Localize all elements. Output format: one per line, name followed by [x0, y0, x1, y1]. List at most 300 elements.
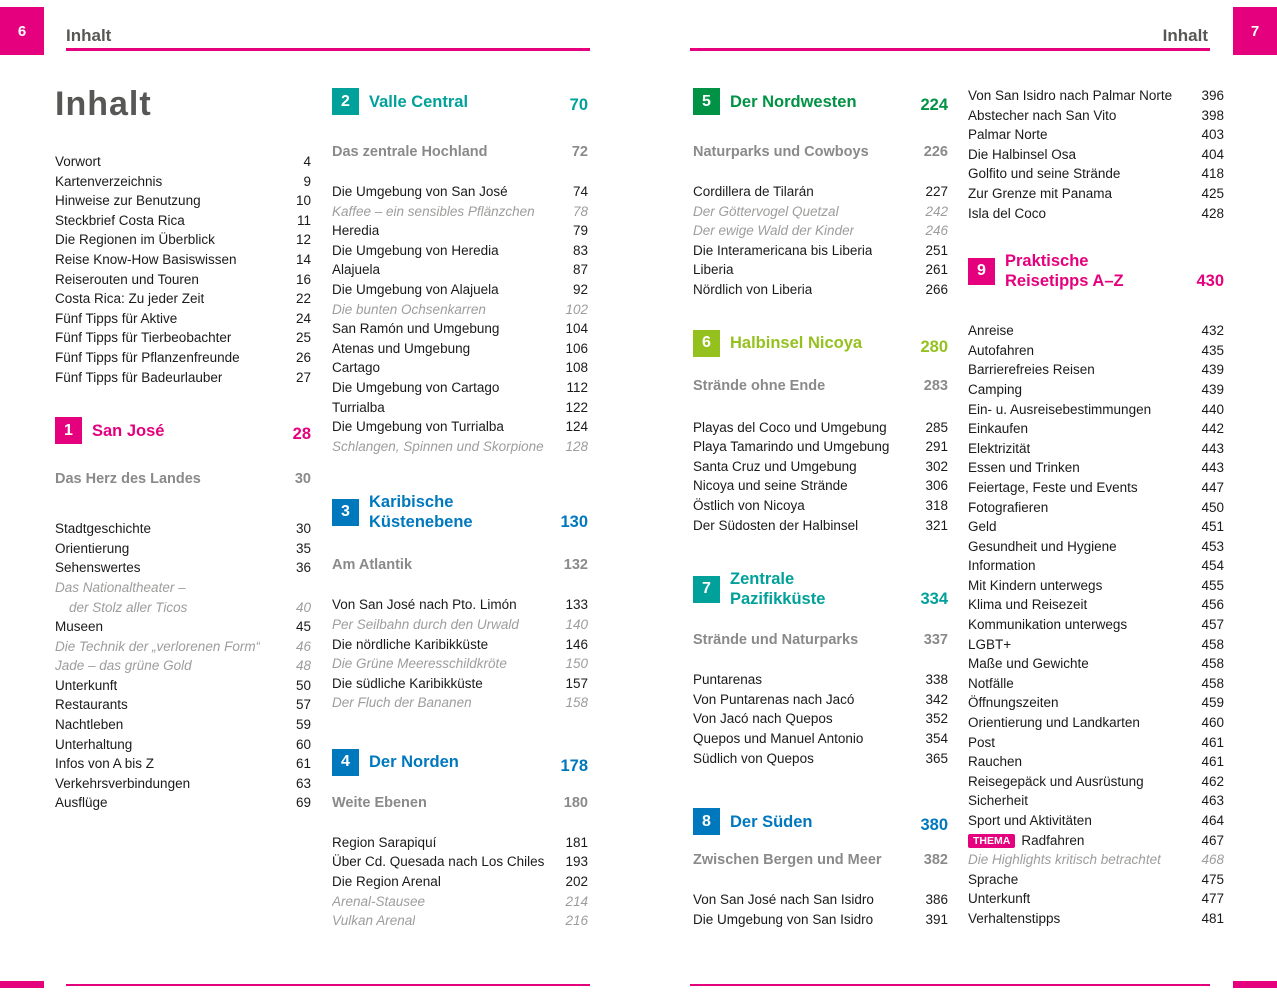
toc-entry	[693, 260, 948, 280]
toc-entry	[968, 321, 1224, 341]
toc-entry-label: Einkaufen	[968, 421, 1029, 437]
toc-entry-label: Von San José nach San Isidro	[693, 892, 874, 908]
toc-entry-page: 318	[925, 497, 948, 513]
toc-entry-label: Das Nationaltheater –	[55, 579, 186, 595]
spacer	[693, 870, 948, 890]
chapter-number-badge: 8	[693, 808, 720, 835]
toc-entry-label: Unterhaltung	[55, 736, 133, 752]
toc-entry	[968, 184, 1224, 204]
chapter-subtitle-label: Strände und Naturparks	[693, 632, 859, 649]
toc-entry	[968, 498, 1224, 518]
chapter-subtitle-label: Strände ohne Ende	[693, 377, 826, 394]
toc-entry-label: Rauchen	[968, 754, 1023, 770]
toc-entry	[968, 419, 1224, 439]
toc-entry	[968, 791, 1224, 811]
toc-entry-page: 306	[925, 478, 948, 494]
chapter-title: Karibische Küstenebene	[369, 493, 473, 532]
toc-entry	[55, 328, 311, 348]
toc-entry-page: 246	[925, 223, 948, 239]
toc-entry-label: Turrialba	[332, 399, 385, 415]
toc-entry-page: 214	[565, 893, 588, 909]
toc-entry	[968, 889, 1224, 909]
toc-entry-label: Barrierefreies Reisen	[968, 362, 1095, 378]
chapter-heading	[693, 569, 948, 609]
toc-entry	[332, 339, 588, 359]
toc-entry-page: 157	[565, 675, 588, 691]
toc-entry-label: Die Grüne Meeresschildkröte	[332, 656, 507, 672]
toc-entry-page: 50	[295, 677, 311, 693]
toc-entry-label: Öffnungszeiten	[968, 695, 1059, 711]
toc-entry-label: Hinweise zur Benutzung	[55, 193, 201, 209]
toc-entry	[55, 348, 311, 368]
toc-entry-page: 158	[565, 695, 588, 711]
toc-entry-label: Santa Cruz und Umgebung	[693, 458, 857, 474]
toc-entry	[55, 774, 311, 794]
chapter-page: 70	[569, 96, 588, 114]
toc-entry-page: 104	[565, 321, 588, 337]
toc-entry-page: 202	[565, 874, 588, 890]
toc-entry-page: 181	[565, 834, 588, 850]
chapter-heading	[332, 749, 588, 776]
toc-entry-label: Alajuela	[332, 262, 381, 278]
toc-entry	[968, 713, 1224, 733]
toc-entry-page: 352	[925, 711, 948, 727]
toc-entry-page: 321	[925, 517, 948, 533]
toc-entry-page: 475	[1201, 871, 1224, 887]
chapter-heading	[55, 417, 311, 444]
toc-entry	[55, 695, 311, 715]
toc-entry	[55, 558, 311, 578]
toc-entry-page: 291	[925, 439, 948, 455]
toc-entry	[968, 772, 1224, 792]
toc-entry	[693, 202, 948, 222]
toc-entry-page: 74	[572, 184, 588, 199]
toc-entry-page: 45	[295, 619, 311, 635]
toc-entry-page: 460	[1201, 715, 1224, 731]
toc-entry-page: 457	[1201, 617, 1224, 633]
toc-entry-page: 477	[1201, 891, 1224, 907]
toc-entry-label: Die bunten Ochsenkarren	[332, 301, 486, 317]
toc-entry-label: Die Umgebung von Alajuela	[332, 281, 499, 297]
spacer	[332, 456, 588, 492]
toc-entry-page: 450	[1201, 499, 1224, 515]
toc-entry-label: Gesundheit und Hygiene	[968, 538, 1117, 554]
toc-entry-label: Nachtleben	[55, 717, 124, 733]
spacer	[332, 115, 588, 143]
chapter-heading	[332, 88, 588, 115]
chapter-subtitle-label: Naturparks und Cowboys	[693, 144, 869, 160]
toc-entry-page: 354	[925, 730, 948, 746]
chapter-number-badge: 1	[55, 417, 82, 444]
chapter-subtitle-label: Das Herz des Landes	[55, 471, 201, 488]
footer-rule-right	[690, 984, 1210, 986]
toc-entry	[332, 437, 588, 457]
chapter-number-badge: 6	[693, 330, 720, 357]
toc-entry-label: Fünf Tipps für Aktive	[55, 310, 178, 326]
toc-entry-label: Cordillera de Tilarán	[693, 184, 814, 199]
toc-entry-label: Ausflüge	[55, 795, 108, 811]
toc-entry	[55, 230, 311, 250]
toc-entry-page: 439	[1201, 381, 1224, 397]
toc-entry-label: Kommunikation unterwegs	[968, 617, 1128, 633]
toc-entry	[968, 537, 1224, 557]
toc-entry	[55, 211, 311, 231]
chapter-page: 224	[920, 96, 948, 114]
toc-entry	[968, 106, 1224, 126]
toc-entry-page: 242	[925, 203, 948, 219]
toc-entry-page: 443	[1201, 460, 1224, 476]
toc-entry	[55, 289, 311, 309]
toc-entry-label: Sehenswertes	[55, 560, 141, 576]
chapter-title: Praktische Reisetipps A–Z	[1005, 252, 1124, 291]
toc-entry-page: 69	[295, 795, 311, 811]
toc-entry	[968, 517, 1224, 537]
toc-entry-label: Fünf Tipps für Badeurlauber	[55, 369, 223, 385]
chapter-page: 130	[560, 513, 588, 532]
chapter-heading	[968, 251, 1224, 291]
toc-entry-label: Fotografieren	[968, 499, 1049, 515]
chapter-subtitle-label: Am Atlantik	[332, 557, 413, 574]
toc-entry	[55, 191, 311, 211]
chapter-page: 280	[920, 337, 948, 356]
toc-entry-page: 453	[1201, 538, 1224, 554]
toc-entry-label: Der Südosten der Halbinsel	[693, 517, 859, 533]
toc-entry-page: 468	[1201, 852, 1224, 868]
toc-entry	[332, 241, 588, 261]
footer-rule-left	[66, 984, 590, 986]
toc-entry	[332, 398, 588, 418]
toc-entry	[968, 360, 1224, 380]
toc-entry-label: Verkehrsverbindungen	[55, 775, 191, 791]
toc-entry	[332, 319, 588, 339]
toc-entry-label: Post	[968, 734, 996, 750]
toc-entry	[332, 872, 588, 892]
toc-entry	[55, 578, 311, 598]
toc-entry-page: 227	[925, 184, 948, 199]
toc-entry-page: 46	[295, 638, 311, 654]
chapter-page: 430	[1196, 272, 1224, 291]
toc-entry-label: Infos von A bis Z	[55, 756, 155, 772]
chapter-subtitle	[693, 851, 948, 870]
toc-entry-label: Elektrizität	[968, 440, 1031, 456]
chapter-subtitle-page: 72	[571, 144, 588, 160]
page-number-tab-right: 7	[1233, 7, 1277, 55]
toc-entry-label: Die Umgebung von Turrialba	[332, 419, 504, 435]
toc-entry-page: 150	[565, 656, 588, 672]
toc-entry	[55, 754, 311, 774]
toc-column-2	[332, 84, 588, 931]
toc-entry-label: San Ramón und Umgebung	[332, 321, 500, 337]
toc-entry	[55, 309, 311, 329]
toc-entry-page: 12	[295, 232, 311, 248]
toc-entry	[968, 595, 1224, 615]
chapter-heading	[693, 808, 948, 835]
toc-entry	[968, 478, 1224, 498]
toc-entry-page: 418	[1201, 166, 1224, 182]
toc-entry-label: Reisegepäck und Ausrüstung	[968, 773, 1144, 789]
toc-entry-label: Von San José nach Pto. Limón	[332, 597, 517, 613]
running-header-left: Inhalt	[66, 26, 112, 45]
toc-entry	[332, 358, 588, 378]
toc-entry	[968, 615, 1224, 635]
spacer	[332, 532, 588, 556]
spacer	[332, 162, 588, 182]
toc-entry	[693, 516, 948, 536]
toc-entry	[55, 598, 311, 618]
toc-entry-label: Nördlich von Liberia	[693, 281, 813, 297]
chapter-number-badge: 4	[332, 749, 359, 776]
toc-entry	[55, 735, 311, 755]
toc-entry-page: 36	[295, 560, 311, 576]
toc-entry-label: Steckbrief Costa Rica	[55, 212, 185, 228]
toc-entry-page: 146	[565, 636, 588, 652]
toc-entry-label: Die Umgebung von San José	[332, 184, 508, 199]
toc-entry-page: 458	[1201, 636, 1224, 652]
toc-entry-label: Puntarenas	[693, 672, 763, 688]
toc-entry-page: 440	[1201, 401, 1224, 417]
toc-entry-label: Über Cd. Quesada nach Los Chiles	[332, 854, 545, 870]
toc-entry-label: Sicherheit	[968, 793, 1029, 809]
toc-entry-label: Golfito und seine Strände	[968, 166, 1121, 182]
toc-entry-label: Atenas und Umgebung	[332, 340, 471, 356]
toc-entry-label: Kartenverzeichnis	[55, 173, 163, 189]
toc-entry	[332, 417, 588, 437]
spacer	[55, 124, 311, 152]
toc-entry	[968, 693, 1224, 713]
toc-entry-label: Die Region Arenal	[332, 874, 441, 890]
toc-entry	[968, 870, 1224, 890]
toc-entry-label: Der ewige Wald der Kinder	[693, 223, 855, 239]
header-rule-right	[690, 48, 1210, 51]
chapter-number-badge: 9	[968, 258, 995, 285]
toc-entry	[968, 400, 1224, 420]
toc-entry	[332, 852, 588, 872]
chapter-subtitle-label: Zwischen Bergen und Meer	[693, 852, 882, 869]
spacer	[332, 575, 588, 595]
toc-entry-page: 106	[565, 340, 588, 356]
toc-entry-page: 133	[565, 597, 588, 613]
toc-entry	[55, 676, 311, 696]
toc-entry	[968, 439, 1224, 459]
toc-entry	[693, 437, 948, 457]
toc-entry	[332, 892, 588, 912]
toc-entry	[968, 380, 1224, 400]
toc-entry	[332, 654, 588, 674]
toc-entry	[968, 145, 1224, 165]
chapter-page: 178	[560, 756, 588, 775]
spacer	[693, 115, 948, 143]
toc-entry-label: Orientierung	[55, 540, 130, 556]
toc-entry-page: 11	[296, 212, 311, 228]
toc-entry-label: Die Interamericana bis Liberia	[693, 242, 873, 258]
chapter-heading	[693, 88, 948, 115]
toc-entry-page: 128	[565, 438, 588, 454]
toc-entry-label: Östlich von Nicoya	[693, 497, 805, 513]
toc-entry	[693, 182, 948, 202]
toc-entry-label: Restaurants	[55, 697, 128, 713]
toc-entry-label: der Stolz aller Ticos	[69, 599, 188, 615]
spacer	[693, 835, 948, 851]
toc-entry-page: 462	[1201, 773, 1224, 789]
toc-entry-label: Die südliche Karibikküste	[332, 675, 483, 691]
toc-entry-label: Playa Tamarindo und Umgebung	[693, 439, 890, 455]
toc-entry-label: Schlangen, Spinnen und Skorpione	[332, 438, 544, 454]
toc-entry-page: 454	[1201, 558, 1224, 574]
toc-entry-page: 386	[925, 892, 948, 908]
toc-entry-label: Die Technik der „verlorenen Form“	[55, 638, 261, 654]
spacer	[55, 387, 311, 417]
toc-entry-label: Quepos und Manuel Antonio	[693, 730, 864, 746]
toc-entry	[968, 674, 1224, 694]
toc-entry-page: 404	[1201, 146, 1224, 162]
toc-entry-page: 391	[925, 911, 948, 927]
toc-entry-label: Vorwort	[55, 154, 101, 169]
toc-entry-page: 140	[565, 616, 588, 632]
toc-entry-label: Die nördliche Karibikküste	[332, 636, 489, 652]
chapter-title: Der Süden	[730, 812, 813, 831]
spacer	[693, 300, 948, 330]
toc-entry	[693, 709, 948, 729]
toc-entry-page: 92	[572, 281, 588, 297]
toc-entry-page: 60	[295, 736, 311, 752]
toc-entry-label: Die Halbinsel Osa	[968, 146, 1077, 162]
toc-entry-page: 443	[1201, 440, 1224, 456]
toc-entry	[693, 496, 948, 516]
toc-entry-page: 24	[295, 310, 311, 326]
toc-entry-label: Jade – das grüne Gold	[55, 658, 192, 674]
toc-entry-page: 481	[1201, 910, 1224, 926]
toc-entry-page: 432	[1201, 323, 1224, 339]
toc-entry	[693, 280, 948, 300]
toc-entry	[332, 595, 588, 615]
spacer	[968, 291, 1224, 321]
toc-entry	[693, 418, 948, 438]
toc-entry-label: Cartago	[332, 360, 381, 376]
spacer	[332, 776, 588, 794]
toc-entry-page: 396	[1201, 88, 1224, 103]
toc-entry-label: Zur Grenze mit Panama	[968, 185, 1113, 201]
chapter-title: Der Norden	[369, 753, 459, 772]
chapter-title: Valle Central	[369, 92, 469, 111]
chapter-title: Halbinsel Nicoya	[730, 334, 863, 353]
toc-entry	[693, 749, 948, 769]
toc-entry-page: 14	[295, 251, 311, 267]
toc-entry-label: Arenal-Stausee	[332, 893, 426, 909]
toc-entry	[968, 752, 1224, 772]
toc-entry	[55, 715, 311, 735]
toc-entry-page: 124	[565, 419, 588, 435]
toc-entry-page: 442	[1201, 421, 1224, 437]
spacer	[55, 444, 311, 470]
toc-entry	[693, 221, 948, 241]
toc-entry	[693, 690, 948, 710]
toc-entry-label: Region Sarapiquí	[332, 834, 437, 850]
chapter-title: Der Nordwesten	[730, 92, 857, 111]
toc-entry-label: Abstecher nach San Vito	[968, 107, 1117, 123]
toc-entry-label: Klima und Reisezeit	[968, 597, 1088, 613]
toc-entry-label: Unterkunft	[55, 677, 118, 693]
chapter-subtitle-page: 132	[563, 557, 588, 574]
toc-entry-page: 108	[565, 360, 588, 376]
toc-entry-label: Camping	[968, 381, 1023, 397]
toc-entry-label: Von Puntarenas nach Jacó	[693, 691, 855, 707]
toc-entry-page: 464	[1201, 813, 1224, 828]
toc-entry	[968, 733, 1224, 753]
chapter-subtitle	[332, 556, 588, 575]
spacer	[693, 396, 948, 418]
toc-entry-label: Per Seilbahn durch den Urwald	[332, 616, 519, 632]
toc-entry	[332, 202, 588, 222]
toc-entry	[968, 458, 1224, 478]
toc-entry	[693, 670, 948, 690]
toc-entry	[968, 164, 1224, 184]
toc-entry-page: 59	[295, 717, 311, 733]
toc-entry-label: Südlich von Quepos	[693, 750, 814, 766]
toc-main-title: Inhalt	[55, 85, 152, 123]
chapter-number-badge: 7	[693, 576, 720, 603]
chapter-subtitle-label: Weite Ebenen	[332, 794, 427, 811]
chapter-title: San José	[92, 421, 165, 440]
toc-entry	[55, 656, 311, 676]
toc-entry-label: Heredia	[332, 223, 380, 239]
toc-entry-label: Die Umgebung von San Isidro	[693, 911, 874, 927]
toc-entry-label: Museen	[55, 619, 104, 635]
toc-entry-page: 4	[303, 154, 311, 169]
chapter-subtitle-page: 337	[923, 632, 948, 649]
toc-entry-page: 463	[1201, 793, 1224, 809]
chapter-heading	[693, 330, 948, 357]
toc-entry-page: 122	[565, 399, 588, 415]
toc-entry-label: Vulkan Arenal	[332, 913, 416, 929]
footer-tab-left	[0, 981, 44, 988]
toc-entry-page: 447	[1201, 479, 1224, 495]
toc-entry-label: Von San Isidro nach Palmar Norte	[968, 88, 1173, 103]
toc-entry	[968, 654, 1224, 674]
toc-entry-page: 456	[1201, 597, 1224, 613]
toc-entry	[968, 909, 1224, 929]
toc-entry	[332, 833, 588, 853]
spacer	[693, 650, 948, 670]
toc-entry-page: 439	[1201, 362, 1224, 378]
toc-entry	[968, 125, 1224, 145]
toc-entry-label: Der Fluch der Bananen	[332, 695, 472, 711]
spacer	[693, 357, 948, 377]
toc-entry-page: 87	[572, 262, 588, 278]
spacer	[55, 489, 311, 519]
toc-entry-label: Unterkunft	[968, 891, 1031, 907]
chapter-subtitle	[55, 470, 311, 489]
chapter-subtitle-page: 283	[923, 377, 948, 394]
toc-entry	[332, 693, 588, 713]
toc-entry	[968, 556, 1224, 576]
toc-entry	[55, 152, 311, 172]
toc-entry	[693, 457, 948, 477]
toc-entry-label: Reise Know-How Basiswissen	[55, 251, 237, 267]
spacer	[693, 609, 948, 631]
chapter-subtitle-label: Das zentrale Hochland	[332, 144, 488, 160]
chapter-number-badge: 3	[332, 499, 359, 526]
toc-entry	[968, 86, 1224, 106]
toc-entry-label: Die Regionen im Überblick	[55, 232, 215, 248]
toc-entry-page: 459	[1201, 695, 1224, 711]
toc-entry-page: 251	[925, 242, 948, 258]
toc-entry-page: 83	[572, 242, 588, 258]
toc-entry-page: 22	[295, 291, 311, 307]
chapter-heading	[332, 492, 588, 532]
toc-entry	[332, 378, 588, 398]
page-number-tab-left: 6	[0, 7, 44, 55]
toc-entry-page: 403	[1201, 127, 1224, 143]
